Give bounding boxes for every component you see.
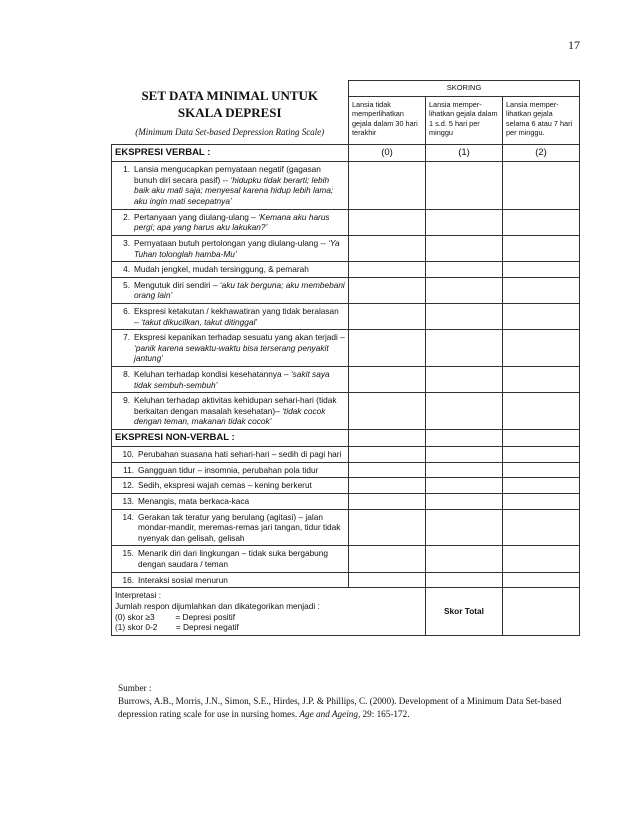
item-row xyxy=(112,478,580,494)
item-text: Ekspresi ketakutan / kekhawatiran yang tidak beralasan – ‘takut dikucilkan, takut ditinggal’ xyxy=(134,305,339,327)
item-cell xyxy=(112,393,349,430)
score-cell-0[interactable] xyxy=(349,546,426,572)
item-cell xyxy=(112,277,349,303)
item-cell xyxy=(112,235,349,261)
main-title: SET DATA MINIMAL UNTUK SKALA DEPRESI xyxy=(141,87,319,121)
item-quote: ‘tidak cocok dengan teman, makanan tidak cocok’ xyxy=(134,405,326,427)
column-header-0: Lansia tidak memperlihatkan gejala dalam 30 hari terakhir xyxy=(349,96,426,144)
score-cell-0[interactable] xyxy=(349,494,426,510)
score-cell-1[interactable] xyxy=(426,209,503,235)
score-cell-1[interactable] xyxy=(426,262,503,278)
score-cell-1[interactable] xyxy=(426,546,503,572)
score-cell-1[interactable] xyxy=(426,162,503,209)
title-cell xyxy=(112,81,349,145)
interpretation-cell xyxy=(112,588,426,635)
item-cell xyxy=(112,330,349,367)
item-number: 8. xyxy=(123,369,130,380)
item-cell xyxy=(112,572,349,588)
column-header-2: Lansia memper-lihatkan gejala selama 6 atau 7 hari per minggu. xyxy=(503,96,580,144)
empty-cell xyxy=(349,430,426,447)
item-quote: ‘hidupku tidak berarti; lebih baik aku mati saja; menyesal karena hidup lebih lama; aku ingin mati secepatnya’ xyxy=(134,174,334,207)
item-text: Gerakan tak teratur yang berulang (agitasi) – jalan mondar-mandir, meremas-remas jari tangan, tidur tidak nyenyak dan gelisah, gelisah xyxy=(138,511,341,543)
item-cell xyxy=(112,546,349,572)
score-cell-2[interactable] xyxy=(503,367,580,393)
item-text: Pernyataan butuh pertolongan yang diulang-ulang -- ‘Ya Tuhan tolonglah hamba-Mu’ xyxy=(134,237,340,259)
item-row xyxy=(112,367,580,393)
page-number: 17 xyxy=(568,38,580,52)
score-cell-1[interactable] xyxy=(426,462,503,478)
interpretation-label: Interpretasi : xyxy=(115,590,162,601)
item-text: Gangguan tidur – insomnia, perubahan pola tidur xyxy=(138,464,319,475)
score-cell-0[interactable] xyxy=(349,277,426,303)
item-quote: ‘Ya Tuhan tolonglah hamba-Mu’ xyxy=(134,237,340,259)
total-score-label: Skor Total xyxy=(426,588,503,635)
score-cell-0[interactable] xyxy=(349,447,426,463)
score-cell-0[interactable] xyxy=(349,262,426,278)
score-cell-1[interactable] xyxy=(426,235,503,261)
item-number: 2. xyxy=(123,211,130,222)
item-cell xyxy=(112,303,349,329)
interpretation-negative: (1) skor 0-2 = Depresi negatif xyxy=(115,622,239,633)
item-number: 10. xyxy=(122,449,134,460)
item-row xyxy=(112,277,580,303)
score-label-0: (0) xyxy=(349,145,426,162)
score-cell-2[interactable] xyxy=(503,462,580,478)
score-cell-2[interactable] xyxy=(503,262,580,278)
item-text: Menarik diri dari lingkungan – tidak suka bergabung dengan saudara / teman xyxy=(138,548,329,570)
item-text: Keluhan terhadap aktivitas kehidupan sehari-hari (tidak berkaitan dengan masalah kesehatan)– ‘tidak cocok dengan teman, makanan tidak cocok’ xyxy=(134,395,337,427)
subtitle: (Minimum Data Set-based Depression Rating Scale) xyxy=(135,126,325,137)
score-cell-2[interactable] xyxy=(503,546,580,572)
score-cell-2[interactable] xyxy=(503,209,580,235)
score-cell-1[interactable] xyxy=(426,367,503,393)
item-row xyxy=(112,209,580,235)
item-text: Pertanyaan yang diulang-ulang – ‘Kemana aku harus pergi; apa yang harus aku lakukan?’ xyxy=(134,211,330,233)
column-header-1: Lansia memper-lihatkan gejala dalam 1 s.d. 5 hari per minggu xyxy=(426,96,503,144)
interpretation-positive: (0) skor ≥3 = Depresi positif xyxy=(115,611,236,622)
item-number: 3. xyxy=(123,237,130,248)
score-cell-2[interactable] xyxy=(503,393,580,430)
item-text: Interaksi sosial menurun xyxy=(138,574,228,585)
item-quote: ‘Kemana aku harus pergi; apa yang harus aku lakukan?’ xyxy=(134,211,330,233)
score-cell-0[interactable] xyxy=(349,209,426,235)
score-cell-0[interactable] xyxy=(349,330,426,367)
score-cell-0[interactable] xyxy=(349,478,426,494)
item-text: Sedih, ekspresi wajah cemas – kening berkerut xyxy=(138,480,312,491)
score-cell-2[interactable] xyxy=(503,303,580,329)
item-number: 15. xyxy=(122,548,134,559)
item-row xyxy=(112,162,580,209)
score-cell-1[interactable] xyxy=(426,572,503,588)
item-number: 14. xyxy=(122,511,134,522)
item-text: Keluhan terhadap kondisi kesehatannya – ‘sakit saya tidak sembuh-sembuh’ xyxy=(134,369,330,390)
score-cell-2[interactable] xyxy=(503,277,580,303)
item-text: Menangis, mata berkaca-kaca xyxy=(138,496,250,507)
skoring-header: SKORING xyxy=(349,81,580,97)
verbal-section-row xyxy=(112,145,580,162)
score-cell-2[interactable] xyxy=(503,162,580,209)
item-number: 11. xyxy=(123,464,134,475)
total-score-value[interactable] xyxy=(503,588,580,635)
nonverbal-section-row xyxy=(112,430,580,447)
score-cell-2[interactable] xyxy=(503,572,580,588)
item-row xyxy=(112,509,580,546)
item-number: 7. xyxy=(123,332,130,343)
score-cell-0[interactable] xyxy=(349,462,426,478)
item-row xyxy=(112,330,580,367)
score-cell-1[interactable] xyxy=(426,393,503,430)
score-cell-1[interactable] xyxy=(426,509,503,546)
item-row xyxy=(112,462,580,478)
source-citation xyxy=(118,682,588,721)
score-label-1: (1) xyxy=(426,145,503,162)
item-text: Mengutuk diri sendiri – ‘aku tak berguna; aku membebani orang lain’ xyxy=(134,279,345,301)
item-quote: ‘takut dikucilkan, takut ditinggal’ xyxy=(140,316,258,327)
nonverbal-heading: EKSPRESI NON-VERBAL : xyxy=(112,430,349,447)
score-cell-1[interactable] xyxy=(426,494,503,510)
interpretation-row xyxy=(112,588,580,635)
item-row xyxy=(112,494,580,510)
score-cell-2[interactable] xyxy=(503,235,580,261)
score-cell-2[interactable] xyxy=(503,494,580,510)
item-cell xyxy=(112,462,349,478)
score-cell-1[interactable] xyxy=(426,330,503,367)
item-text: Lansia mengucapkan pernyataan negatif (gagasan bunuh diri secara pasif) -- ‘hidupku tidak berarti; lebih baik aku mati saja; menyesal karena hidup lebih lama; aku ingin mati secepatnya’ xyxy=(134,164,334,207)
item-quote: ‘panik karena sewaktu-waktu bisa terserang penyakit jantung’ xyxy=(134,342,329,364)
score-cell-0[interactable] xyxy=(349,162,426,209)
item-text: Perubahan suasana hati sehari-hari – sedih di pagi hari xyxy=(138,449,342,460)
item-cell xyxy=(112,447,349,463)
item-number: 13. xyxy=(122,496,134,507)
score-cell-2[interactable] xyxy=(503,330,580,367)
item-row xyxy=(112,262,580,278)
score-cell-0[interactable] xyxy=(349,303,426,329)
item-text: Mudah jengkel, mudah tersinggung, & pemarah xyxy=(134,264,309,275)
verbal-heading: EKSPRESI VERBAL : xyxy=(112,145,349,162)
item-number: 5. xyxy=(123,279,130,290)
score-cell-2[interactable] xyxy=(503,478,580,494)
score-cell-0[interactable] xyxy=(349,367,426,393)
item-number: 12. xyxy=(122,480,134,491)
journal-name: Age and Ageing, xyxy=(299,709,361,720)
item-row xyxy=(112,546,580,572)
score-cell-0[interactable] xyxy=(349,509,426,546)
item-number: 9. xyxy=(123,395,130,406)
score-cell-2[interactable] xyxy=(503,509,580,546)
item-cell xyxy=(112,209,349,235)
item-quote: ‘aku tak berguna; aku membebani orang lain’ xyxy=(134,279,345,301)
score-cell-1[interactable] xyxy=(426,478,503,494)
score-cell-0[interactable] xyxy=(349,235,426,261)
item-number: 1. xyxy=(123,164,130,175)
item-number: 16. xyxy=(122,574,134,585)
item-cell xyxy=(112,162,349,209)
item-cell xyxy=(112,262,349,278)
item-row xyxy=(112,303,580,329)
score-cell-1[interactable] xyxy=(426,277,503,303)
item-quote: ‘sakit saya tidak sembuh-sembuh’ xyxy=(134,369,330,390)
score-cell-2[interactable] xyxy=(503,447,580,463)
interpretation-rule: Jumlah respon dijumlahkan dan dikategorikan menjadi : xyxy=(115,600,320,611)
item-row xyxy=(112,447,580,463)
depression-scale-table xyxy=(111,80,580,636)
score-cell-1[interactable] xyxy=(426,303,503,329)
item-cell xyxy=(112,367,349,393)
item-cell xyxy=(112,494,349,510)
score-label-2: (2) xyxy=(503,145,580,162)
item-row xyxy=(112,235,580,261)
item-row xyxy=(112,393,580,430)
item-cell xyxy=(112,478,349,494)
score-cell-0[interactable] xyxy=(349,393,426,430)
empty-cell xyxy=(426,430,503,447)
score-cell-1[interactable] xyxy=(426,447,503,463)
empty-cell xyxy=(503,430,580,447)
item-row xyxy=(112,572,580,588)
header-row xyxy=(112,81,580,97)
source-label: Sumber : xyxy=(118,683,152,693)
source-reference: Burrows, A.B., Morris, J.N., Simon, S.E., Hirdes, J.P. & Phillips, C. (2000). Development of a Minimum Data Set-based depression rating scale for use in nursing homes. Age and Ageing, 29: 165-172. xyxy=(118,696,562,720)
item-number: 6. xyxy=(123,305,130,316)
score-cell-0[interactable] xyxy=(349,572,426,588)
item-text: Ekspresi kepanikan terhadap sesuatu yang akan terjadi – ‘panik karena sewaktu-waktu bisa terserang penyakit jantung’ xyxy=(134,332,345,364)
item-cell xyxy=(112,509,349,546)
item-number: 4. xyxy=(123,264,130,275)
